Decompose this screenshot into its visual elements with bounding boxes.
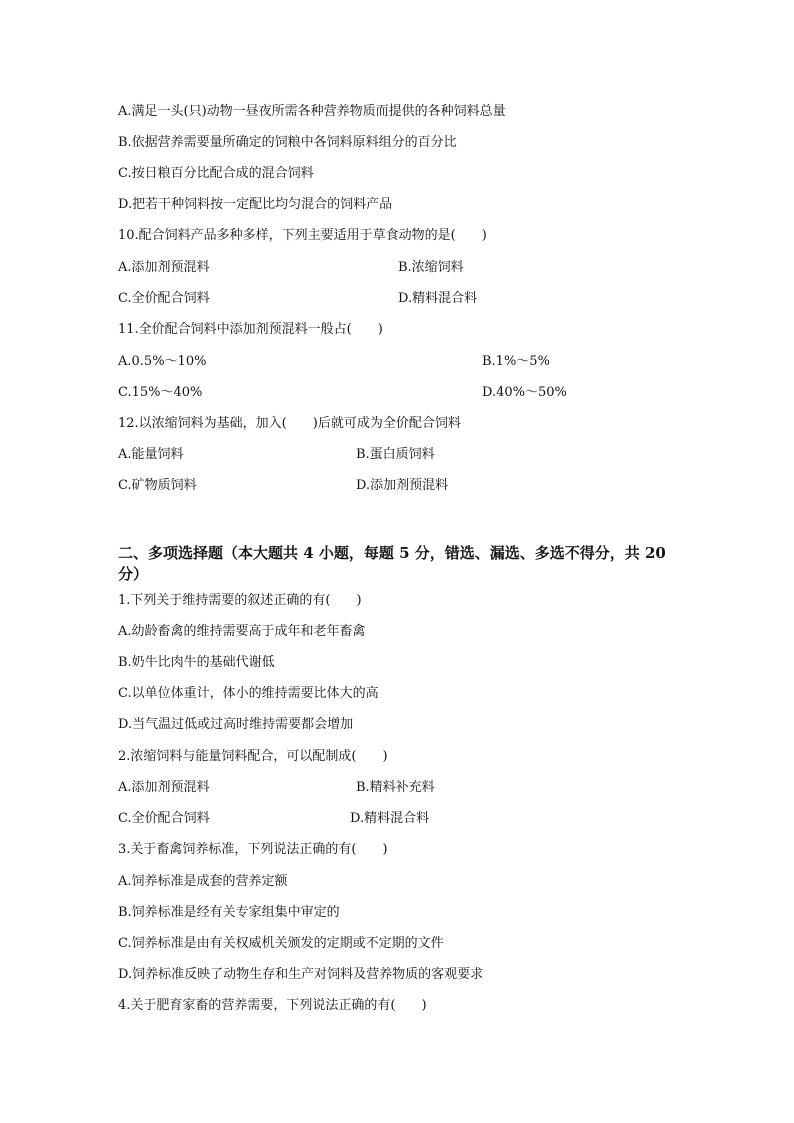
q9-option-b: B.依据营养需要量所确定的饲粮中各饲料原料组分的百分比 <box>118 135 457 150</box>
q11-option-b: B.1%～5% <box>482 354 550 369</box>
m2-stem: 2.浓缩饲料与能量饲料配合，可以配制成( ) <box>118 749 388 764</box>
q9-option-c: C.按日粮百分比配合成的混合饲料 <box>118 166 314 181</box>
m3-option-a: A.饲养标准是成套的营养定额 <box>118 874 288 889</box>
m2-option-d: D.精料混合料 <box>350 811 430 826</box>
m3-option-c: C.饲养标准是由有关权威机关颁发的定期或不定期的文件 <box>118 936 444 951</box>
m3-stem: 3.关于畜禽饲养标准，下列说法正确的有( ) <box>118 842 388 857</box>
q10-stem: 10.配合饲料产品多种多样，下列主要适用于草食动物的是( ) <box>118 228 487 243</box>
m3-option-d: D.饲养标准反映了动物生存和生产对饲料及营养物质的客观要求 <box>118 967 484 982</box>
m1-option-c: C.以单位体重计，体小的维持需要比体大的高 <box>118 686 379 701</box>
q10-option-c: C.全价配合饲料 <box>118 291 210 306</box>
q10-option-a: A.添加剂预混料 <box>118 260 210 275</box>
m2-option-b: B.精料补充料 <box>356 780 435 795</box>
m1-option-d: D.当气温过低或过高时维持需要都会增加 <box>118 717 354 732</box>
q11-option-a: A.0.5%～10% <box>118 354 207 369</box>
q10-option-b: B.浓缩饲料 <box>398 260 464 275</box>
q11-stem: 11.全价配合饲料中添加剂预混料一般占( ) <box>118 322 383 337</box>
q12-option-a: A.能量饲料 <box>118 447 184 462</box>
q12-option-c: C.矿物质饲料 <box>118 478 197 493</box>
m3-option-b: B.饲养标准是经有关专家组集中审定的 <box>118 905 340 920</box>
m1-option-b: B.奶牛比肉牛的基础代谢低 <box>118 655 275 670</box>
q9-option-d: D.把若干种饲料按一定配比均匀混合的饲料产品 <box>118 197 393 212</box>
q12-option-b: B.蛋白质饲料 <box>356 447 435 462</box>
q10-option-d: D.精料混合料 <box>398 291 478 306</box>
q12-option-d: D.添加剂预混料 <box>356 478 449 493</box>
m1-option-a: A.幼龄畜禽的维持需要高于成年和老年畜禽 <box>118 624 366 639</box>
section-heading: 二、多项选择题（本大题共 4 小题，每题 5 分，错选、漏选、多选不得分，共 20 分） <box>118 544 666 583</box>
q12-stem: 12.以浓缩饲料为基础，加入( )后就可成为全价配合饲料 <box>118 416 461 431</box>
q11-option-c: C.15%～40% <box>118 385 203 400</box>
q9-option-a: A.满足一头(只)动物一昼夜所需各种营养物质而提供的各种饲料总量 <box>118 104 506 119</box>
m2-option-c: C.全价配合饲料 <box>118 811 210 826</box>
m2-option-a: A.添加剂预混料 <box>118 780 210 795</box>
m4-stem: 4.关于肥育家畜的营养需要，下列说法正确的有( ) <box>118 998 427 1013</box>
m1-stem: 1.下列关于维持需要的叙述正确的有( ) <box>118 593 362 608</box>
q11-option-d: D.40%～50% <box>482 385 567 400</box>
